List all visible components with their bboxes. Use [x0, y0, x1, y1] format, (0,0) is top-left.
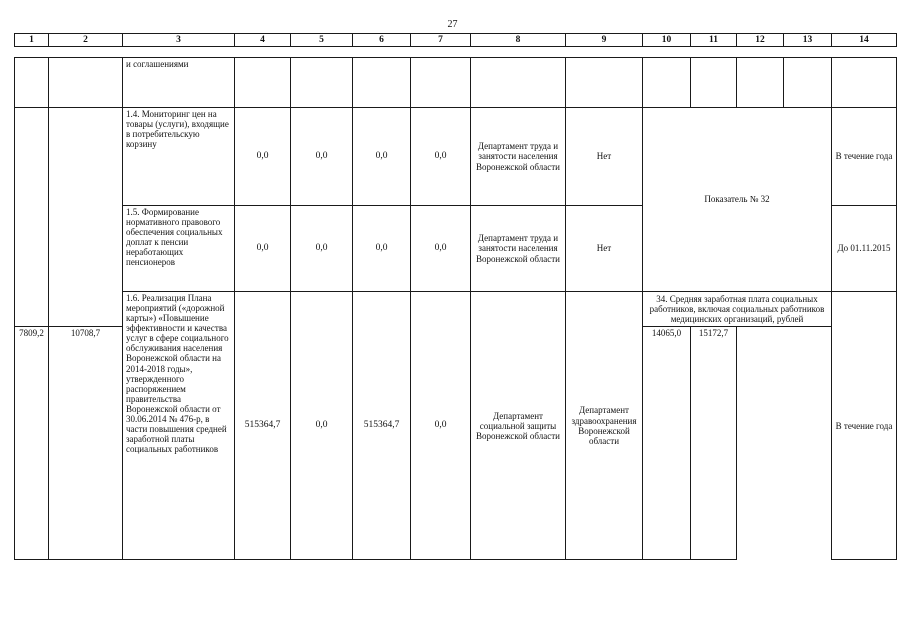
row2-name: 1.5. Формирование нормативного правового обеспечения социальных доплат к пенсии неработающих пенсионеров	[123, 206, 235, 292]
row1-name: 1.4. Мониторинг цен на товары (услуги), входящие в потребительскую корзину	[123, 108, 235, 206]
cell	[411, 58, 471, 108]
header-col-5: 5	[291, 34, 353, 47]
cell	[737, 58, 784, 108]
row1-col6: 0,0	[353, 108, 411, 206]
cell	[643, 58, 691, 108]
cell	[691, 58, 737, 108]
row1-col5: 0,0	[291, 108, 353, 206]
cell	[235, 58, 291, 108]
row3-term: В течение года	[832, 292, 897, 560]
page-number: 27	[447, 19, 458, 30]
cell	[49, 108, 123, 327]
row3-col7: 0,0	[411, 292, 471, 560]
row2-executor: Департамент труда и занятости населения Воронежской области	[471, 206, 566, 292]
header-row	[15, 34, 897, 47]
row2-col7: 0,0	[411, 206, 471, 292]
row0-name: и соглашениями	[123, 58, 235, 108]
row2-col4: 0,0	[235, 206, 291, 292]
header-col-9: 9	[566, 34, 643, 47]
cell	[832, 58, 897, 108]
table-row	[15, 58, 897, 108]
header-col-6: 6	[353, 34, 411, 47]
row1-executor: Департамент труда и занятости населения Воронежской области	[471, 108, 566, 206]
header-col-2: 2	[49, 34, 123, 47]
row1-term: В течение года	[832, 108, 897, 206]
indicator-34-value-11: 10708,7	[49, 327, 123, 560]
table-row	[15, 292, 897, 327]
header-col-14: 14	[832, 34, 897, 47]
indicator-34-value-10: 7809,2	[15, 327, 49, 560]
row2-col5: 0,0	[291, 206, 353, 292]
indicator-32: Показатель № 32	[643, 108, 832, 292]
row1-col7: 0,0	[411, 108, 471, 206]
header-col-13: 13	[784, 34, 832, 47]
spacer-row	[15, 47, 897, 58]
row3-col4: 515364,7	[235, 292, 291, 560]
row3-executor: Департамент социальной защиты Воронежской области	[471, 292, 566, 560]
cell	[15, 58, 49, 108]
indicator-34-value-12: 14065,0	[643, 327, 691, 560]
spacer-cell	[15, 47, 897, 58]
header-col-3: 3	[123, 34, 235, 47]
cell	[784, 58, 832, 108]
row3-name: 1.6. Реализация Плана мероприятий («дорожной карты») «Повышение эффективности и качества услуг в сфере социального обслуживания населения Воронежской области на 2014-2018 годы», утвержденного распоряжением правительства Воронежской области от 30.06.2014 № 476-р, в части повышения средней заработной платы социальных работников	[123, 292, 235, 560]
header-col-11: 11	[691, 34, 737, 47]
row2-term: До 01.11.2015	[832, 206, 897, 292]
row2-col6: 0,0	[353, 206, 411, 292]
cell	[15, 108, 49, 327]
header-col-12: 12	[737, 34, 784, 47]
table-row	[15, 108, 897, 206]
plan-table	[14, 33, 897, 560]
header-col-1: 1	[15, 34, 49, 47]
header-col-10: 10	[643, 34, 691, 47]
cell	[566, 58, 643, 108]
indicator-34-title: 34. Средняя заработная плата социальных работников, включая социальных работников медицинских организаций, рублей	[643, 292, 832, 327]
cell	[353, 58, 411, 108]
cell	[471, 58, 566, 108]
cell	[49, 58, 123, 108]
row1-col4: 0,0	[235, 108, 291, 206]
row1-coexecutor: Нет	[566, 108, 643, 206]
cell	[291, 58, 353, 108]
indicator-34-value-13: 15172,7	[691, 327, 737, 560]
row2-coexecutor: Нет	[566, 206, 643, 292]
header-col-8: 8	[471, 34, 566, 47]
row3-col6: 515364,7	[353, 292, 411, 560]
header-col-7: 7	[411, 34, 471, 47]
header-col-4: 4	[235, 34, 291, 47]
row3-coexecutor: Департамент здравоохранения Воронежской области	[566, 292, 643, 560]
row3-col5: 0,0	[291, 292, 353, 560]
